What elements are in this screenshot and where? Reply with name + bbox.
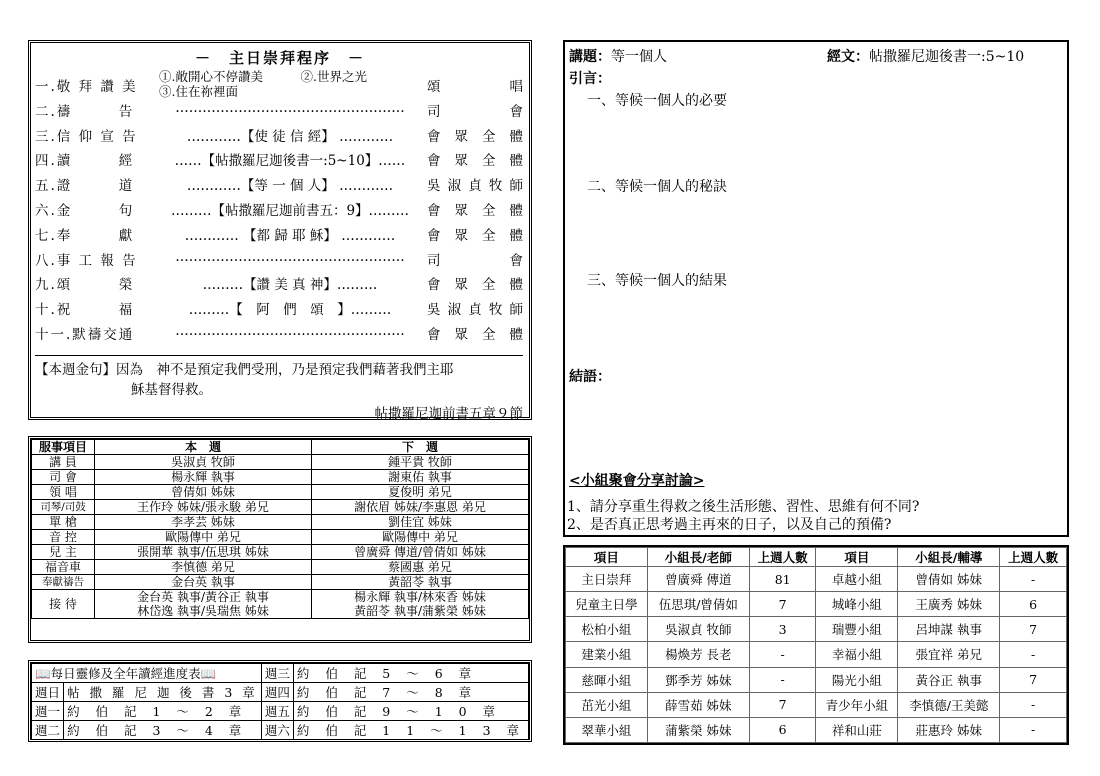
leader-char: 眾	[454, 227, 468, 244]
leader-char: 全	[482, 203, 496, 219]
table-row	[566, 717, 1067, 742]
service-header-this-week: 本 週	[95, 440, 312, 455]
service-person: 謝依眉 姊妹/李惠恩 弟兄	[354, 500, 486, 514]
leader-char: 會	[427, 153, 441, 170]
service-person: 歐陽傳中 弟兄	[382, 530, 458, 544]
groups-cell: 幸福小組	[816, 642, 898, 667]
table-row	[32, 515, 529, 530]
leader-char: 眾	[454, 153, 468, 170]
groups-cell: 蒲紫榮 姊妹	[647, 717, 749, 742]
program-item-leader	[427, 199, 523, 219]
program-item	[35, 247, 523, 271]
program-item-content: ………【讚 美 真 神】………	[202, 277, 378, 294]
service-next-week	[312, 515, 529, 530]
devotional-reading: 約 伯 記 7 ～ 8 章	[293, 683, 528, 702]
leader-char: 體	[509, 327, 523, 343]
leader-char: 眾	[454, 277, 468, 294]
table-row	[32, 560, 529, 575]
devotional-day: 週三	[261, 664, 293, 683]
service-person: 夏俊明 弟兄	[388, 485, 452, 499]
program-item-content: …………【等 一 個 人】 …………	[186, 178, 394, 195]
service-person: 蔡國惠 弟兄	[388, 560, 452, 574]
book-icon: 📖	[35, 666, 51, 681]
service-this-week	[95, 575, 312, 590]
groups-cell: 王廣秀 姊妹	[898, 592, 1000, 617]
program-item	[35, 321, 523, 345]
book-icon: 📖	[200, 666, 217, 681]
groups-cell: 翠華小組	[566, 717, 648, 742]
program-item-label: 十一.默禱交通	[35, 327, 135, 343]
groups-cell: 3	[749, 617, 816, 642]
discussion-title: <小組聚會分享討論>	[569, 473, 705, 489]
verse-reference: 帖撒羅尼迦前書五章９節	[374, 406, 523, 422]
verse-label: 【本週金句】	[35, 362, 116, 378]
worship-title: － 主日崇拜程序 －	[194, 49, 365, 67]
scripture-label: 經文：	[827, 49, 869, 65]
table-row	[566, 592, 1067, 617]
devotional-schedule	[28, 660, 532, 742]
groups-cell: 卓越小組	[816, 567, 898, 592]
table-row	[32, 702, 529, 721]
groups-header: 項目	[816, 548, 898, 567]
groups-cell: 瑞豐小組	[816, 617, 898, 642]
program-item	[35, 271, 523, 295]
leader-char: 貞	[468, 302, 482, 319]
groups-cell: 伍思琪/曾倩如	[647, 592, 749, 617]
service-item: 福音車	[32, 560, 95, 575]
leader-char: 淑	[447, 302, 462, 319]
groups-header: 項目	[566, 548, 648, 567]
program-item	[35, 172, 523, 196]
service-table	[31, 439, 529, 619]
song-1: ①.敞開心不停讚美	[159, 69, 263, 84]
service-next-week	[312, 485, 529, 500]
program-item-label: 八.事 工 報 告	[35, 252, 138, 269]
groups-cell: 吳淑貞 牧師	[647, 617, 749, 642]
service-person: 曾倩如 姊妹	[171, 485, 235, 499]
service-item: 司琴/司鼓	[32, 500, 95, 515]
leader-char: 淑	[447, 178, 462, 195]
program-item-content: ……………………………………………	[175, 99, 405, 116]
service-item: 講 員	[32, 455, 95, 470]
service-person: 劉佳宜 姊妹	[388, 515, 452, 529]
devotional-title-text: 每日靈修及全年讀經進度表	[50, 666, 201, 681]
program-item	[35, 98, 523, 122]
leader-char: 會	[509, 103, 523, 120]
groups-cell: 黃谷正 執事	[898, 667, 1000, 692]
service-next-week	[312, 590, 529, 619]
service-person: 張開華 執事/伍思琪 姊妹	[137, 545, 269, 559]
leader-char: 眾	[454, 327, 468, 343]
service-next-week	[312, 530, 529, 545]
groups-cell: 兒童主日學	[566, 592, 648, 617]
table-row	[566, 567, 1067, 592]
service-person: 金台英 執事/黃谷正 執事	[137, 590, 269, 604]
sermon-notes	[563, 40, 1069, 537]
service-person: 楊永輝 執事/林來香 姊妹	[354, 590, 486, 604]
groups-cell: 鄧季芳 姊妹	[647, 667, 749, 692]
devotional-title	[32, 664, 262, 683]
devotional-day: 週五	[261, 702, 293, 721]
leader-char: 牧	[488, 302, 503, 319]
point-2: 二、等候一個人的秘訣	[587, 179, 727, 195]
service-person: 林岱逸 執事/吳瑞焦 姊妹	[137, 604, 269, 618]
service-this-week	[95, 590, 312, 619]
groups-cell: 莊惠玲 姊妹	[898, 717, 1000, 742]
leader-char: 全	[482, 227, 496, 244]
service-next-week	[312, 455, 529, 470]
service-person: 黃韶苓 執事	[388, 575, 452, 589]
program-item-leader	[427, 224, 523, 244]
groups-cell: -	[1000, 717, 1067, 742]
service-this-week	[95, 560, 312, 575]
question-1: 1、請分享重生得救之後生活形態、習性、思維有何不同?	[567, 499, 920, 515]
groups-cell: 祥和山莊	[816, 717, 898, 742]
program-item-content: ………【帖撒羅尼迦前書五：9】………	[170, 203, 410, 219]
devotional-reading: 帖 撒 羅 尼 迦 後 書 3 章	[64, 683, 262, 702]
program-item-content: ………【 阿 們 頌 】………	[188, 302, 392, 319]
program-item	[35, 147, 523, 171]
groups-cell: -	[1000, 692, 1067, 717]
devotional-day: 週日	[32, 683, 64, 702]
leader-char: 會	[427, 327, 441, 343]
devotional-reading: 約 伯 記 1 ～ 2 章	[64, 702, 262, 721]
program-item-content: …………【使 徒 信 經】 …………	[186, 128, 394, 145]
program-item-content: ……………………………………………	[175, 323, 405, 339]
service-this-week	[95, 455, 312, 470]
groups-cell: 建業小組	[566, 642, 648, 667]
table-row	[32, 575, 529, 590]
program-item-label: 三.信 仰 宣 告	[35, 128, 138, 145]
leader-char: 貞	[468, 178, 482, 195]
point-3: 三、等候一個人的結果	[587, 273, 727, 289]
table-row	[566, 642, 1067, 667]
program-item-content: ……………………………………………	[175, 248, 405, 265]
service-this-week	[95, 515, 312, 530]
service-person: 吳淑貞 牧師	[171, 455, 235, 469]
table-row	[32, 470, 529, 485]
program-item	[35, 123, 523, 147]
leader-char: 牧	[488, 178, 503, 195]
groups-header: 小組長/老師	[647, 548, 749, 567]
table-row	[566, 667, 1067, 692]
program-item-leader	[427, 100, 523, 120]
devotional-reading: 約 伯 記 1 1 ～ 1 3 章	[293, 721, 528, 740]
service-person: 王作玲 姊妹/張永駿 弟兄	[137, 500, 269, 514]
groups-cell: 慈暉小組	[566, 667, 648, 692]
leader-char: 吳	[427, 302, 441, 319]
leader-char: 司	[427, 103, 441, 120]
groups-cell: 茁光小組	[566, 692, 648, 717]
service-header-next-week: 下 週	[312, 440, 529, 455]
groups-cell: 張宜祥 弟兄	[898, 642, 1000, 667]
program-item-label: 九.頌 榮	[35, 277, 135, 294]
leader-char: 會	[427, 128, 441, 145]
table-row	[32, 485, 529, 500]
groups-cell: 青少年小組	[816, 692, 898, 717]
service-header-item: 服事項目	[32, 440, 95, 455]
service-person: 鍾平貴 牧師	[388, 455, 452, 469]
service-item: 兒 主	[32, 545, 95, 560]
leader-char: 全	[482, 153, 496, 170]
groups-cell: 7	[1000, 617, 1067, 642]
leader-char: 體	[509, 227, 523, 244]
leader-char: 體	[509, 203, 523, 219]
devotional-reading: 約 伯 記 3 ～ 4 章	[64, 721, 262, 740]
service-person: 曾廣舜 傳道/曾倩如 姊妹	[354, 545, 486, 559]
leader-char: 唱	[509, 79, 523, 95]
program-item-label: 二.禱 告	[35, 103, 135, 120]
service-person: 楊永輝 執事	[171, 470, 235, 484]
leader-char: 眾	[454, 203, 468, 219]
leader-char: 眾	[454, 128, 468, 145]
program-item-label: 六.金 句	[35, 203, 135, 219]
groups-cell: 李慎德/王美懿	[898, 692, 1000, 717]
program-item-leader	[427, 125, 523, 145]
service-this-week	[95, 545, 312, 560]
service-this-week	[95, 530, 312, 545]
program-item-content: ……【帖撒羅尼迦後書一:5~10】……	[174, 153, 406, 170]
program-item-leader	[427, 75, 523, 95]
program-item-label: 七.奉 獻	[35, 227, 135, 244]
devotional-reading: 約 伯 記 5 ～ 6 章	[293, 664, 528, 683]
groups-header: 上週人數	[1000, 548, 1067, 567]
devotional-table	[31, 663, 529, 740]
leader-char: 師	[509, 178, 523, 195]
service-item: 音 控	[32, 530, 95, 545]
program-item-content: ………… 【都 歸 耶 穌】 …………	[184, 227, 396, 244]
groups-cell: 81	[749, 567, 816, 592]
leader-char: 會	[427, 227, 441, 244]
devotional-day: 週一	[32, 702, 64, 721]
table-row	[32, 455, 529, 470]
song-3: ③.住在祢裡面	[159, 84, 238, 99]
program-item-label: 四.讀 經	[35, 153, 135, 170]
service-next-week	[312, 500, 529, 515]
intro-label: 引言：	[569, 71, 611, 87]
groups-cell: -	[749, 642, 816, 667]
service-person: 謝東佑 執事	[388, 470, 452, 484]
groups-cell: 松柏小組	[566, 617, 648, 642]
groups-cell: 曾倩如 姊妹	[898, 567, 1000, 592]
leader-char: 體	[509, 128, 523, 145]
groups-cell: 楊煥芳 長老	[647, 642, 749, 667]
table-row	[32, 530, 529, 545]
point-1: 一、等候一個人的必要	[587, 93, 727, 109]
groups-cell: 陽光小組	[816, 667, 898, 692]
groups-cell: 6	[749, 717, 816, 742]
service-item: 單 槍	[32, 515, 95, 530]
groups-cell: 7	[749, 692, 816, 717]
program-item	[35, 296, 523, 320]
program-item-leader	[427, 273, 523, 293]
groups-cell: 呂坤謀 執事	[898, 617, 1000, 642]
groups-cell: 6	[1000, 592, 1067, 617]
service-person: 歐陽傳中 弟兄	[165, 530, 241, 544]
table-row	[32, 721, 529, 740]
groups-cell: 薛雪茹 姊妹	[647, 692, 749, 717]
sermon-scripture: 帖撒羅尼迦後書一:5~10	[869, 49, 1025, 65]
service-this-week	[95, 500, 312, 515]
groups-table	[565, 547, 1067, 743]
service-this-week	[95, 485, 312, 500]
devotional-reading: 約 伯 記 9 ～ 1 0 章	[293, 702, 528, 721]
program-item-leader	[427, 174, 523, 194]
weekly-verse	[35, 355, 523, 424]
table-row	[32, 545, 529, 560]
devotional-day: 週四	[261, 683, 293, 702]
groups-cell: 7	[749, 592, 816, 617]
program-item-label: 十.祝 福	[35, 302, 135, 319]
program-item	[35, 222, 523, 246]
topic-label: 講題：	[569, 49, 611, 65]
leader-char: 全	[482, 128, 496, 145]
leader-char: 體	[509, 277, 523, 294]
groups-cell: -	[1000, 642, 1067, 667]
service-person: 黃韶苓 執事/蒲紫榮 姊妹	[354, 604, 486, 618]
worship-program	[28, 40, 532, 420]
groups-cell: 城峰小組	[816, 592, 898, 617]
service-schedule	[28, 436, 532, 643]
program-item-leader	[427, 298, 523, 318]
service-item: 領 唱	[32, 485, 95, 500]
program-item	[35, 197, 523, 221]
leader-char: 司	[427, 252, 441, 269]
service-person: 金台英 執事	[171, 575, 235, 589]
program-item-leader	[427, 323, 523, 343]
leader-char: 會	[427, 203, 441, 219]
service-next-week	[312, 545, 529, 560]
groups-cell: -	[1000, 567, 1067, 592]
leader-char: 全	[482, 277, 496, 294]
table-row	[32, 500, 529, 515]
groups-cell: 曾廣舜 傳道	[647, 567, 749, 592]
devotional-day: 週二	[32, 721, 64, 740]
service-next-week	[312, 560, 529, 575]
service-item: 接 待	[32, 590, 95, 619]
leader-char: 會	[509, 252, 523, 269]
table-row	[32, 683, 529, 702]
program-item-leader	[427, 149, 523, 169]
program-item-label: 五.證 道	[35, 178, 135, 195]
groups-cell: 7	[1000, 667, 1067, 692]
table-row	[566, 692, 1067, 717]
leader-char: 全	[482, 327, 496, 343]
groups-header: 上週人數	[749, 548, 816, 567]
service-person: 李孝芸 姊妹	[171, 515, 235, 529]
verse-text-1: 因為 神不是預定我們受刑，乃是預定我們藉著我們主耶	[116, 362, 454, 378]
leader-char: 體	[509, 153, 523, 170]
groups-header: 小組長/輔導	[898, 548, 1000, 567]
conclusion-label: 結語：	[569, 369, 611, 385]
question-2: 2、是否真正思考過主再來的日子，以及自己的預備?	[567, 517, 892, 533]
song-2: ②.世界之光	[300, 69, 367, 84]
groups-cell: 主日崇拜	[566, 567, 648, 592]
table-row	[566, 617, 1067, 642]
leader-char: 會	[427, 277, 441, 294]
leader-char: 吳	[427, 178, 441, 195]
service-item: 司 會	[32, 470, 95, 485]
service-this-week	[95, 470, 312, 485]
program-item-leader	[427, 249, 523, 269]
service-next-week	[312, 470, 529, 485]
leader-char: 師	[509, 302, 523, 319]
table-row	[32, 664, 529, 683]
sermon-topic: 等一個人	[611, 49, 667, 65]
service-next-week	[312, 575, 529, 590]
verse-text-2: 穌基督得救。	[131, 382, 212, 398]
small-groups	[563, 545, 1069, 745]
song-list	[159, 69, 367, 99]
service-person: 李慎德 弟兄	[171, 560, 235, 574]
leader-char: 頌	[427, 79, 441, 95]
groups-cell: -	[749, 667, 816, 692]
table-row	[32, 590, 529, 619]
program-item-label: 一.敬 拜 讚 美	[35, 79, 138, 95]
devotional-day: 週六	[261, 721, 293, 740]
service-item: 奉獻禱告	[32, 575, 95, 590]
